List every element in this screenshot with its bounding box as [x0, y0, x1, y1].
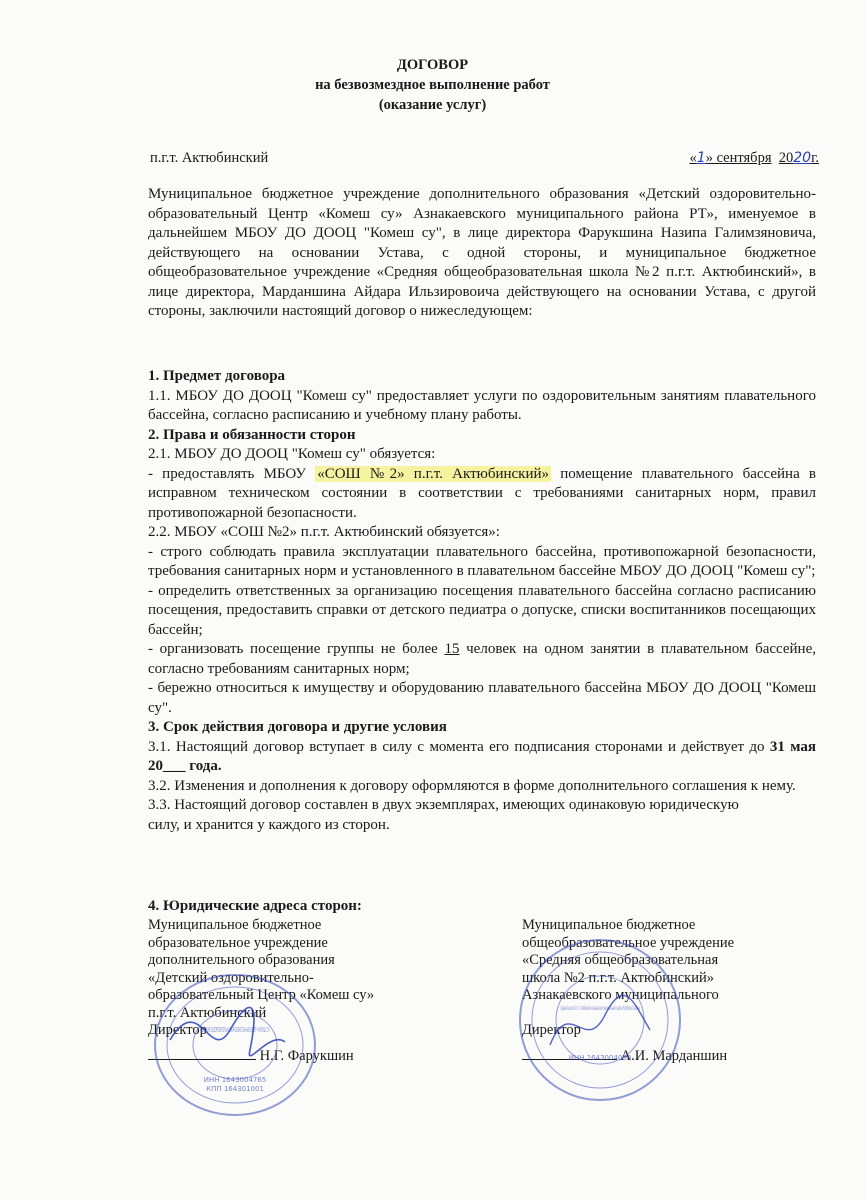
section-2-heading: 2. Права и обязанности сторон [148, 426, 356, 443]
left-stamp-inn: ИНН 1643004765 [203, 1076, 267, 1084]
item-text-b: человек на одном занятии в плавательном бассейне, согласно требованиям санитарных норм; [148, 641, 816, 677]
date-year-prefix: 20 [778, 150, 794, 166]
section-2-2-item-1: - строго соблюдать правила эксплуатации плавательного бассейна, противопожарной безопасности, требования санитарных норм и установленного в плавательном бассейне МБОУ ДО ДООЦ "Комеш су"; [148, 543, 816, 579]
date-year-hand: 20 [793, 150, 812, 166]
document-title: ДОГОВОР [396, 57, 469, 73]
item-text-a: - организовать посещение группы не более [148, 641, 445, 657]
right-stamp-center: «Средняя школа № 2 п.г.т. Актюбинский» Азнакаевского муниципального района Республики Татарстан [560, 1004, 640, 1012]
address-line: образовательное учреждение [148, 934, 328, 951]
date-open-quote: « [689, 150, 697, 166]
section-3-2: 3.2. Изменения и дополнения к договору оформляются в форме дополнительного соглашения к нему. [148, 777, 796, 794]
section-3-1 [148, 738, 816, 777]
section-2-2-item-3 [148, 640, 816, 679]
date-year-suffix: г. [811, 150, 819, 166]
left-stamp-center: «ДЕТСКИЙ ОЗДОРОВИТЕЛЬНО-ОБРАЗОВАТЕЛЬНЫЙ ЦЕНТР «КОМЕШ СУ» [200, 1026, 465, 1034]
left-role: Директор [148, 1022, 207, 1038]
term-text: 3.1. Настоящий договор вступает в силу с момента его подписания сторонами и действует до [148, 738, 770, 755]
right-signatory: А.И. Марданшин [620, 1048, 728, 1064]
document-subtitle: на безвозмездное выполнение работ [315, 77, 550, 93]
section-3-heading: 3. Срок действия договора и другие условия [148, 719, 447, 735]
right-stamp-inn: ИНН 1643004099 [568, 1054, 632, 1062]
intro-paragraph [148, 185, 816, 322]
right-stamp [510, 935, 690, 1105]
section-2-1: 2.1. МБОУ ДО ДООЦ "Комеш су" обязуется: [148, 446, 436, 462]
group-size: 15 [444, 641, 460, 657]
section-1-heading: 1. Предмет договора [148, 368, 286, 384]
section-2-2-item-2: - определить ответственных за организацию посещения плавательного бассейна согласно расписанию посещения, предоставить справки от детского педиатра о допуске, списки воспитанников посещающих бассейн; [148, 582, 816, 638]
address-line: дополнительного образования [148, 952, 335, 968]
left-stamp-kpp: КПП 164301001 [206, 1085, 264, 1093]
section-2-2: 2.2. МБОУ «СОШ №2» п.г.т. Актюбинский обязуется»: [148, 524, 500, 540]
right-role: Директор [522, 1022, 581, 1038]
address-line: образовательный Центр «Комеш су» [148, 987, 375, 1003]
address-line: школа №2 п.г.т. Актюбинский» [522, 969, 714, 986]
address-line: Азнакаевского муниципального [522, 987, 719, 1003]
contract-sections [148, 367, 816, 835]
section-1-1: 1.1. МБОУ ДО ДООЦ "Комеш су" предоставляет услуги по оздоровительным занятиям плавательного бассейна, согласно расписанию и учебному плану работы. [148, 387, 816, 423]
highlighted-school: «СОШ №2» п.г.т. Актюбинский» [317, 465, 550, 482]
contract-place: п.г.т. Актюбинский [150, 150, 269, 166]
document-subtitle-2: (оказание услуг) [378, 97, 487, 113]
contract-date [690, 150, 819, 167]
right-signature-scribble [550, 996, 650, 1045]
section-2-2-item-4: - бережно относиться к имуществу и оборудованию плавательного бассейна МБОУ ДО ДООЦ "Комеш су". [148, 680, 816, 716]
section-4-heading: 4. Юридические адреса сторон: [148, 898, 362, 914]
address-line: «Детский оздоровительно- [148, 969, 314, 986]
intro-text: Муниципальное бюджетное учреждение дополнительного образования «Детский оздоровительно-образовательный Центр «Комеш су» Азнакаевского муниципального района РТ», именуемое в дальнейшем МБОУ ДО ДООЦ "Комеш су", в лице директора Фарукшина Назипа Галимзяновича, действующего на основании Устава, с одной стороны, и муниципальное бюджетное общеобразовательное учреждение «Средняя общеобразовательная школа №2 п.г.т. Актюбинский», в лице директора, Марданшина Айдара Ильзировоича действующего на основании Устава, с другой стороны, заключили настоящий договор о нижеследующем: [148, 186, 816, 319]
address-line: п.г.т. Актюбинский [148, 1004, 267, 1021]
address-line: общеобразовательное учреждение [522, 934, 735, 951]
left-stamp [150, 970, 465, 1120]
address-line: Муниципальное бюджетное [522, 917, 696, 933]
address-line: Муниципальное бюджетное [148, 917, 322, 933]
date-day: 1 [696, 150, 706, 166]
section-2-1-item [148, 465, 816, 524]
item-text-a: - предоставлять МБОУ [148, 465, 316, 482]
term-end-date: 31 мая 20___ года. [148, 738, 816, 774]
section-3-3: 3.3. Настоящий договор составлен в двух экземплярах, имеющих одинаковую юридическую силу, и хранится у каждого из сторон. [148, 797, 739, 833]
address-line: «Средняя общеобразовательная [522, 952, 719, 968]
left-signatory: Н.Г. Фарукшин [259, 1048, 354, 1064]
item-text-b: помещение плавательного бассейна в исправном техническом состоянии в соответствии с требованиями санитарных норм, правил противопожарной безопасности. [148, 465, 816, 521]
date-month: » сентября [705, 150, 772, 166]
